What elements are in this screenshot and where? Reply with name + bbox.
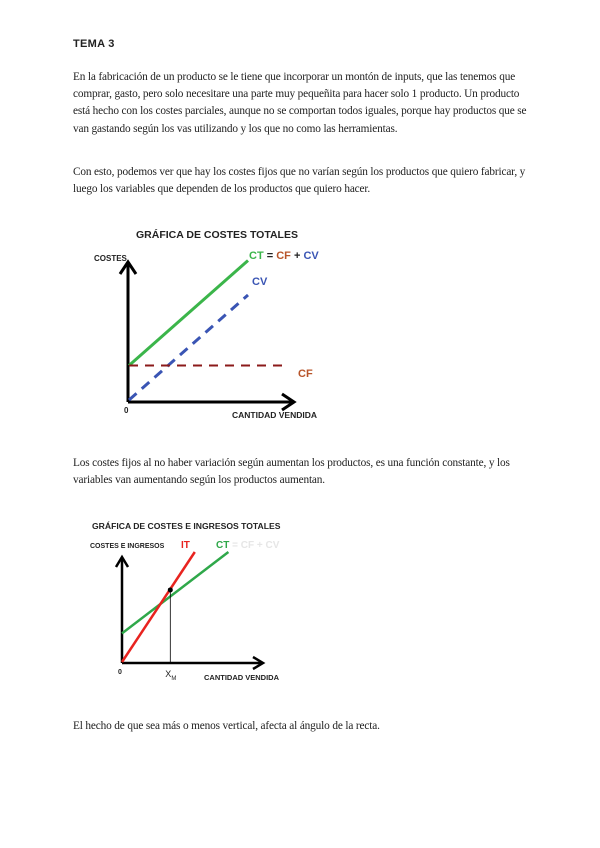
chart2-series-ct-line	[122, 552, 228, 633]
chart2-origin-label: 0	[118, 669, 122, 676]
chart1-cv-label: CV	[252, 276, 268, 288]
chart1-ylabel: COSTES	[94, 254, 127, 263]
chart2-series-it-line	[122, 552, 195, 662]
chart2-ct-label	[216, 540, 280, 551]
page-heading: TEMA 3	[73, 38, 115, 50]
chart2-xm-main: X	[165, 669, 172, 679]
chart2-ylabel: COSTES E INGRESOS	[90, 543, 165, 550]
chart1-title: GRÁFICA DE COSTES TOTALES	[136, 229, 298, 241]
chart1-origin-label: 0	[124, 406, 129, 415]
chart2-ct-text: CT	[216, 540, 230, 551]
chart1-equation-label	[249, 250, 319, 262]
chart2-break-even-label	[165, 669, 176, 682]
chart1-series-ct-line	[129, 261, 248, 366]
chart2-faded-text: = CF + CV	[229, 540, 280, 551]
chart1-xlabel: CANTIDAD VENDIDA	[232, 410, 317, 420]
chart1-eq-cf: CF	[276, 250, 291, 262]
chart2-xm-sub: M	[171, 676, 177, 682]
paragraph-3: Los costes fijos al no haber variación según aumentan los productos, es una función constante, y los variables van aumentando según los productos aumentan.	[73, 457, 510, 487]
paragraph-1: En la fabricación de un producto se le tiene que incorporar un montón de inputs, que las tenemos que comprar, gasto, pero solo necesitare una parte muy pequeñita para hacer solo 1 producto. Un producto está hecho con los costes parciales, aunque no se comportan todos iguales, porque hay productos que se van gastando según los vas utilizando y los que no como las herramientas.	[73, 71, 527, 135]
chart-costes-totales	[84, 212, 354, 438]
chart-costes-ingresos	[84, 503, 306, 696]
chart1-eq-plus: +	[290, 250, 304, 262]
chart1-series-cv-line	[129, 295, 248, 400]
chart2-title: GRÁFICA DE COSTES E INGRESOS TOTALES	[92, 521, 281, 531]
chart2-xlabel: CANTIDAD VENDIDA	[204, 673, 279, 682]
chart1-eq-ct: CT	[249, 250, 264, 262]
chart2-it-label: IT	[181, 540, 190, 551]
chart1-eq-cv: CV	[303, 250, 319, 262]
paragraph-2: Con esto, podemos ver que hay los costes fijos que no varían según los productos que quiero fabricar, y luego los variables que dependen de los productos que quiero hacer.	[73, 166, 526, 196]
chart1-eq-equals: =	[263, 250, 277, 262]
chart2-break-even-point	[168, 587, 173, 592]
paragraph-4: El hecho de que sea más o menos vertical, afecta al ángulo de la recta.	[73, 720, 380, 732]
chart1-cf-label: CF	[298, 368, 313, 380]
